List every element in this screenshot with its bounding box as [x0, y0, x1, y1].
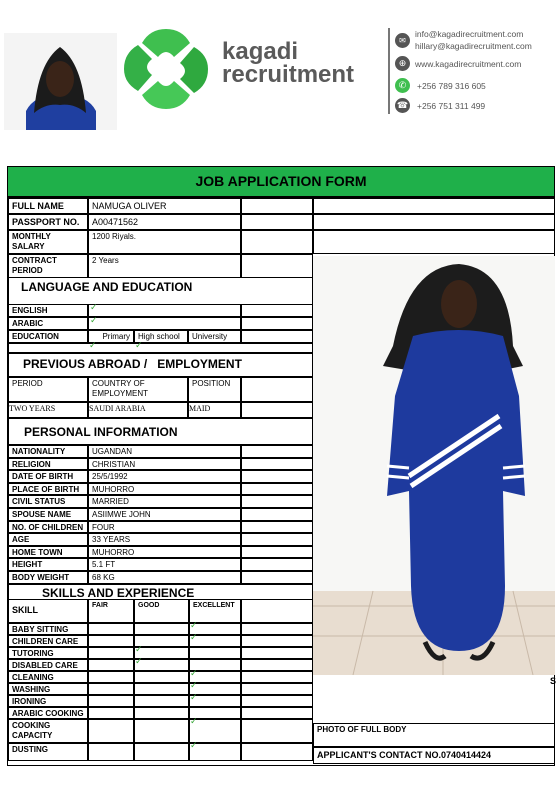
personal-value: MARRIED	[88, 495, 241, 508]
skill-check-icon: ✓	[190, 680, 198, 690]
skill-fair-cell	[88, 719, 134, 743]
skill-label: ARABIC COOKING	[8, 707, 88, 719]
skill-extra-cell	[241, 695, 313, 707]
personal-extra	[241, 558, 313, 571]
skill-extra-cell	[241, 635, 313, 647]
skill-check-icon: ✓	[190, 632, 198, 642]
personal-extra	[241, 458, 313, 470]
skill-extra-cell	[241, 683, 313, 695]
form-title-bar	[7, 166, 555, 197]
personal-label: BODY WEIGHT	[8, 571, 88, 584]
personal-extra	[241, 546, 313, 558]
personal-label: PLACE OF BIRTH	[8, 483, 88, 495]
skill-check-icon: ✓	[190, 716, 198, 726]
personal-section-title: PERSONAL INFORMATION	[24, 425, 178, 439]
contract-label: CONTRACT PERIOD	[8, 254, 88, 278]
skill-good-cell	[134, 695, 189, 707]
personal-extra	[241, 521, 313, 533]
passport-extra	[241, 214, 313, 230]
arabic-label: ARABIC	[8, 317, 88, 330]
education-highschool: High school	[134, 330, 188, 343]
passport-photo	[4, 33, 117, 130]
skill-check-icon: ✓	[135, 656, 143, 666]
english-extra	[241, 304, 313, 317]
abroad-header-extra	[241, 377, 313, 402]
skill-fair-cell	[88, 695, 134, 707]
education-extra	[241, 330, 313, 343]
abroad-country-value: SAUDI ARABIA	[88, 402, 188, 418]
english-label: ENGLISH	[8, 304, 88, 317]
full-name-label: FULL NAME	[8, 198, 88, 214]
photo-caption: PHOTO OF FULL BODY	[313, 723, 555, 747]
skill-check-icon: ✓	[190, 740, 198, 750]
skill-fair-cell	[88, 743, 134, 761]
brand-line2: recruitment	[222, 61, 355, 88]
form-title: JOB APPLICATION FORM	[195, 173, 367, 189]
salary-label: MONTHLY SALARY	[8, 230, 88, 254]
personal-label: NO. OF CHILDREN	[8, 521, 88, 533]
phone-icon: ☎	[395, 98, 410, 113]
stray-letter: S	[550, 676, 557, 686]
globe-icon: ⊕	[395, 56, 410, 71]
skill-extra-cell	[241, 623, 313, 635]
skill-good-cell	[134, 623, 189, 635]
personal-value: 68 KG	[88, 571, 241, 584]
full-name-extra	[241, 198, 313, 214]
skill-header: SKILL	[8, 599, 88, 623]
arabic-check-icon: ✓	[90, 315, 98, 325]
language-title-row	[8, 278, 313, 304]
skill-label: DISABLED CARE	[8, 659, 88, 671]
skill-label: DUSTING	[8, 743, 88, 761]
salary-value: 1200 Riyals.	[88, 230, 241, 254]
personal-label: HEIGHT	[8, 558, 88, 571]
abroad-section-title: PREVIOUS ABROAD / EMPLOYMENT	[23, 357, 242, 371]
personal-label: RELIGION	[8, 458, 88, 470]
skill-label: BABY SITTING	[8, 623, 88, 635]
website-link[interactable]: www.kagadirecruitment.com	[415, 59, 522, 69]
applicant-contact: APPLICANT'S CONTACT NO.0740414424	[313, 747, 555, 764]
skill-check-icon: ✓	[190, 620, 198, 630]
skill-good-cell	[134, 671, 189, 683]
skill-good-cell	[134, 683, 189, 695]
skill-fair-cell	[88, 647, 134, 659]
skill-fair-cell	[88, 659, 134, 671]
personal-label: HOME TOWN	[8, 546, 88, 558]
skills-header-extra	[241, 599, 313, 623]
language-section-title: LANGUAGE AND EDUCATION	[21, 280, 193, 294]
skill-extra-cell	[241, 659, 313, 671]
personal-value: ASIIMWE JOHN	[88, 508, 241, 521]
personal-value: 5.1 FT	[88, 558, 241, 571]
kagadi-logo-icon	[122, 27, 210, 111]
skills-section-title: SKILLS AND EXPERIENCE	[42, 586, 195, 600]
personal-label: SPOUSE NAME	[8, 508, 88, 521]
personal-value: 33 YEARS	[88, 533, 241, 546]
abroad-header-period: PERIOD	[8, 377, 88, 402]
skill-check-icon: ✓	[135, 644, 143, 654]
primary-check-icon: ✓	[89, 340, 97, 350]
arabic-extra	[241, 317, 313, 330]
education-check-row	[8, 343, 313, 353]
skill-extra-cell	[241, 647, 313, 659]
skill-label: COOKING CAPACITY	[8, 719, 88, 743]
email-icon: ✉	[395, 33, 410, 48]
personal-extra	[241, 470, 313, 483]
arabic-value	[88, 317, 241, 330]
abroad-header-position: POSITION	[188, 377, 241, 402]
skill-extra-cell	[241, 743, 313, 761]
contract-value: 2 Years	[88, 254, 241, 278]
abroad-row-extra	[241, 402, 313, 418]
skill-fair-cell	[88, 635, 134, 647]
education-university: University	[188, 330, 241, 343]
personal-label: CIVIL STATUS	[8, 495, 88, 508]
skill-fair-cell	[88, 623, 134, 635]
phone-1[interactable]: +256 789 316 605	[417, 81, 486, 91]
brand-name	[222, 40, 354, 86]
abroad-position-value: MAID	[188, 402, 241, 418]
abroad-period-value: TWO YEARS	[8, 402, 88, 418]
skill-extra-cell	[241, 707, 313, 719]
skill-label: CHILDREN CARE	[8, 635, 88, 647]
skill-fair-cell	[88, 683, 134, 695]
personal-label: NATIONALITY	[8, 445, 88, 458]
email-1[interactable]: info@kagadirecruitment.com	[415, 29, 524, 39]
skill-label: IRONING	[8, 695, 88, 707]
personal-value: UGANDAN	[88, 445, 241, 458]
skill-good-cell	[134, 719, 189, 743]
education-primary: Primary	[88, 330, 134, 343]
english-value	[88, 304, 241, 317]
salary-extra	[241, 230, 313, 254]
contract-extra	[241, 254, 313, 278]
header-divider	[388, 28, 390, 114]
personal-extra	[241, 571, 313, 584]
passport-label: PASSPORT NO.	[8, 214, 88, 230]
skill-label: CLEANING	[8, 671, 88, 683]
skill-good-cell	[134, 707, 189, 719]
english-check-icon: ✓	[90, 302, 98, 312]
personal-value: 25/5/1992	[88, 470, 241, 483]
personal-extra	[241, 508, 313, 521]
skill-fair-cell	[88, 671, 134, 683]
skill-good-cell	[134, 743, 189, 761]
personal-extra	[241, 483, 313, 495]
personal-extra	[241, 533, 313, 546]
personal-label: AGE	[8, 533, 88, 546]
fair-header: FAIR	[88, 599, 134, 623]
education-label: EDUCATION	[8, 330, 88, 343]
salary-extra2	[313, 230, 555, 254]
personal-value: MUHORRO	[88, 483, 241, 495]
skill-label: WASHING	[8, 683, 88, 695]
skill-extra-cell	[241, 719, 313, 743]
good-header: GOOD	[134, 599, 189, 623]
personal-value: CHRISTIAN	[88, 458, 241, 470]
personal-value: FOUR	[88, 521, 241, 533]
skill-check-icon: ✓	[190, 668, 198, 678]
excellent-header: EXCELLENT	[189, 599, 241, 623]
full-name-value: NAMUGA OLIVER	[88, 198, 241, 214]
personal-extra	[241, 445, 313, 458]
email-2[interactable]: hillary@kagadirecruitment.com	[415, 41, 532, 51]
skill-label: TUTORING	[8, 647, 88, 659]
personal-label: DATE OF BIRTH	[8, 470, 88, 483]
passport-extra2	[313, 214, 555, 230]
personal-extra	[241, 495, 313, 508]
brand-line1: kagadi	[222, 38, 299, 65]
personal-value: MUHORRO	[88, 546, 241, 558]
skill-fair-cell	[88, 707, 134, 719]
highschool-check-icon: ✓	[135, 340, 143, 350]
full-body-photo	[313, 256, 555, 675]
phone-2[interactable]: +256 751 311 499	[417, 101, 486, 111]
whatsapp-icon: ✆	[395, 78, 410, 93]
abroad-header-country: COUNTRY OF EMPLOYMENT	[88, 377, 188, 402]
full-name-extra2	[313, 198, 555, 214]
skill-extra-cell	[241, 671, 313, 683]
passport-value: A00471562	[88, 214, 241, 230]
skill-excellent-cell	[189, 647, 241, 659]
skill-check-icon: ✓	[190, 692, 198, 702]
